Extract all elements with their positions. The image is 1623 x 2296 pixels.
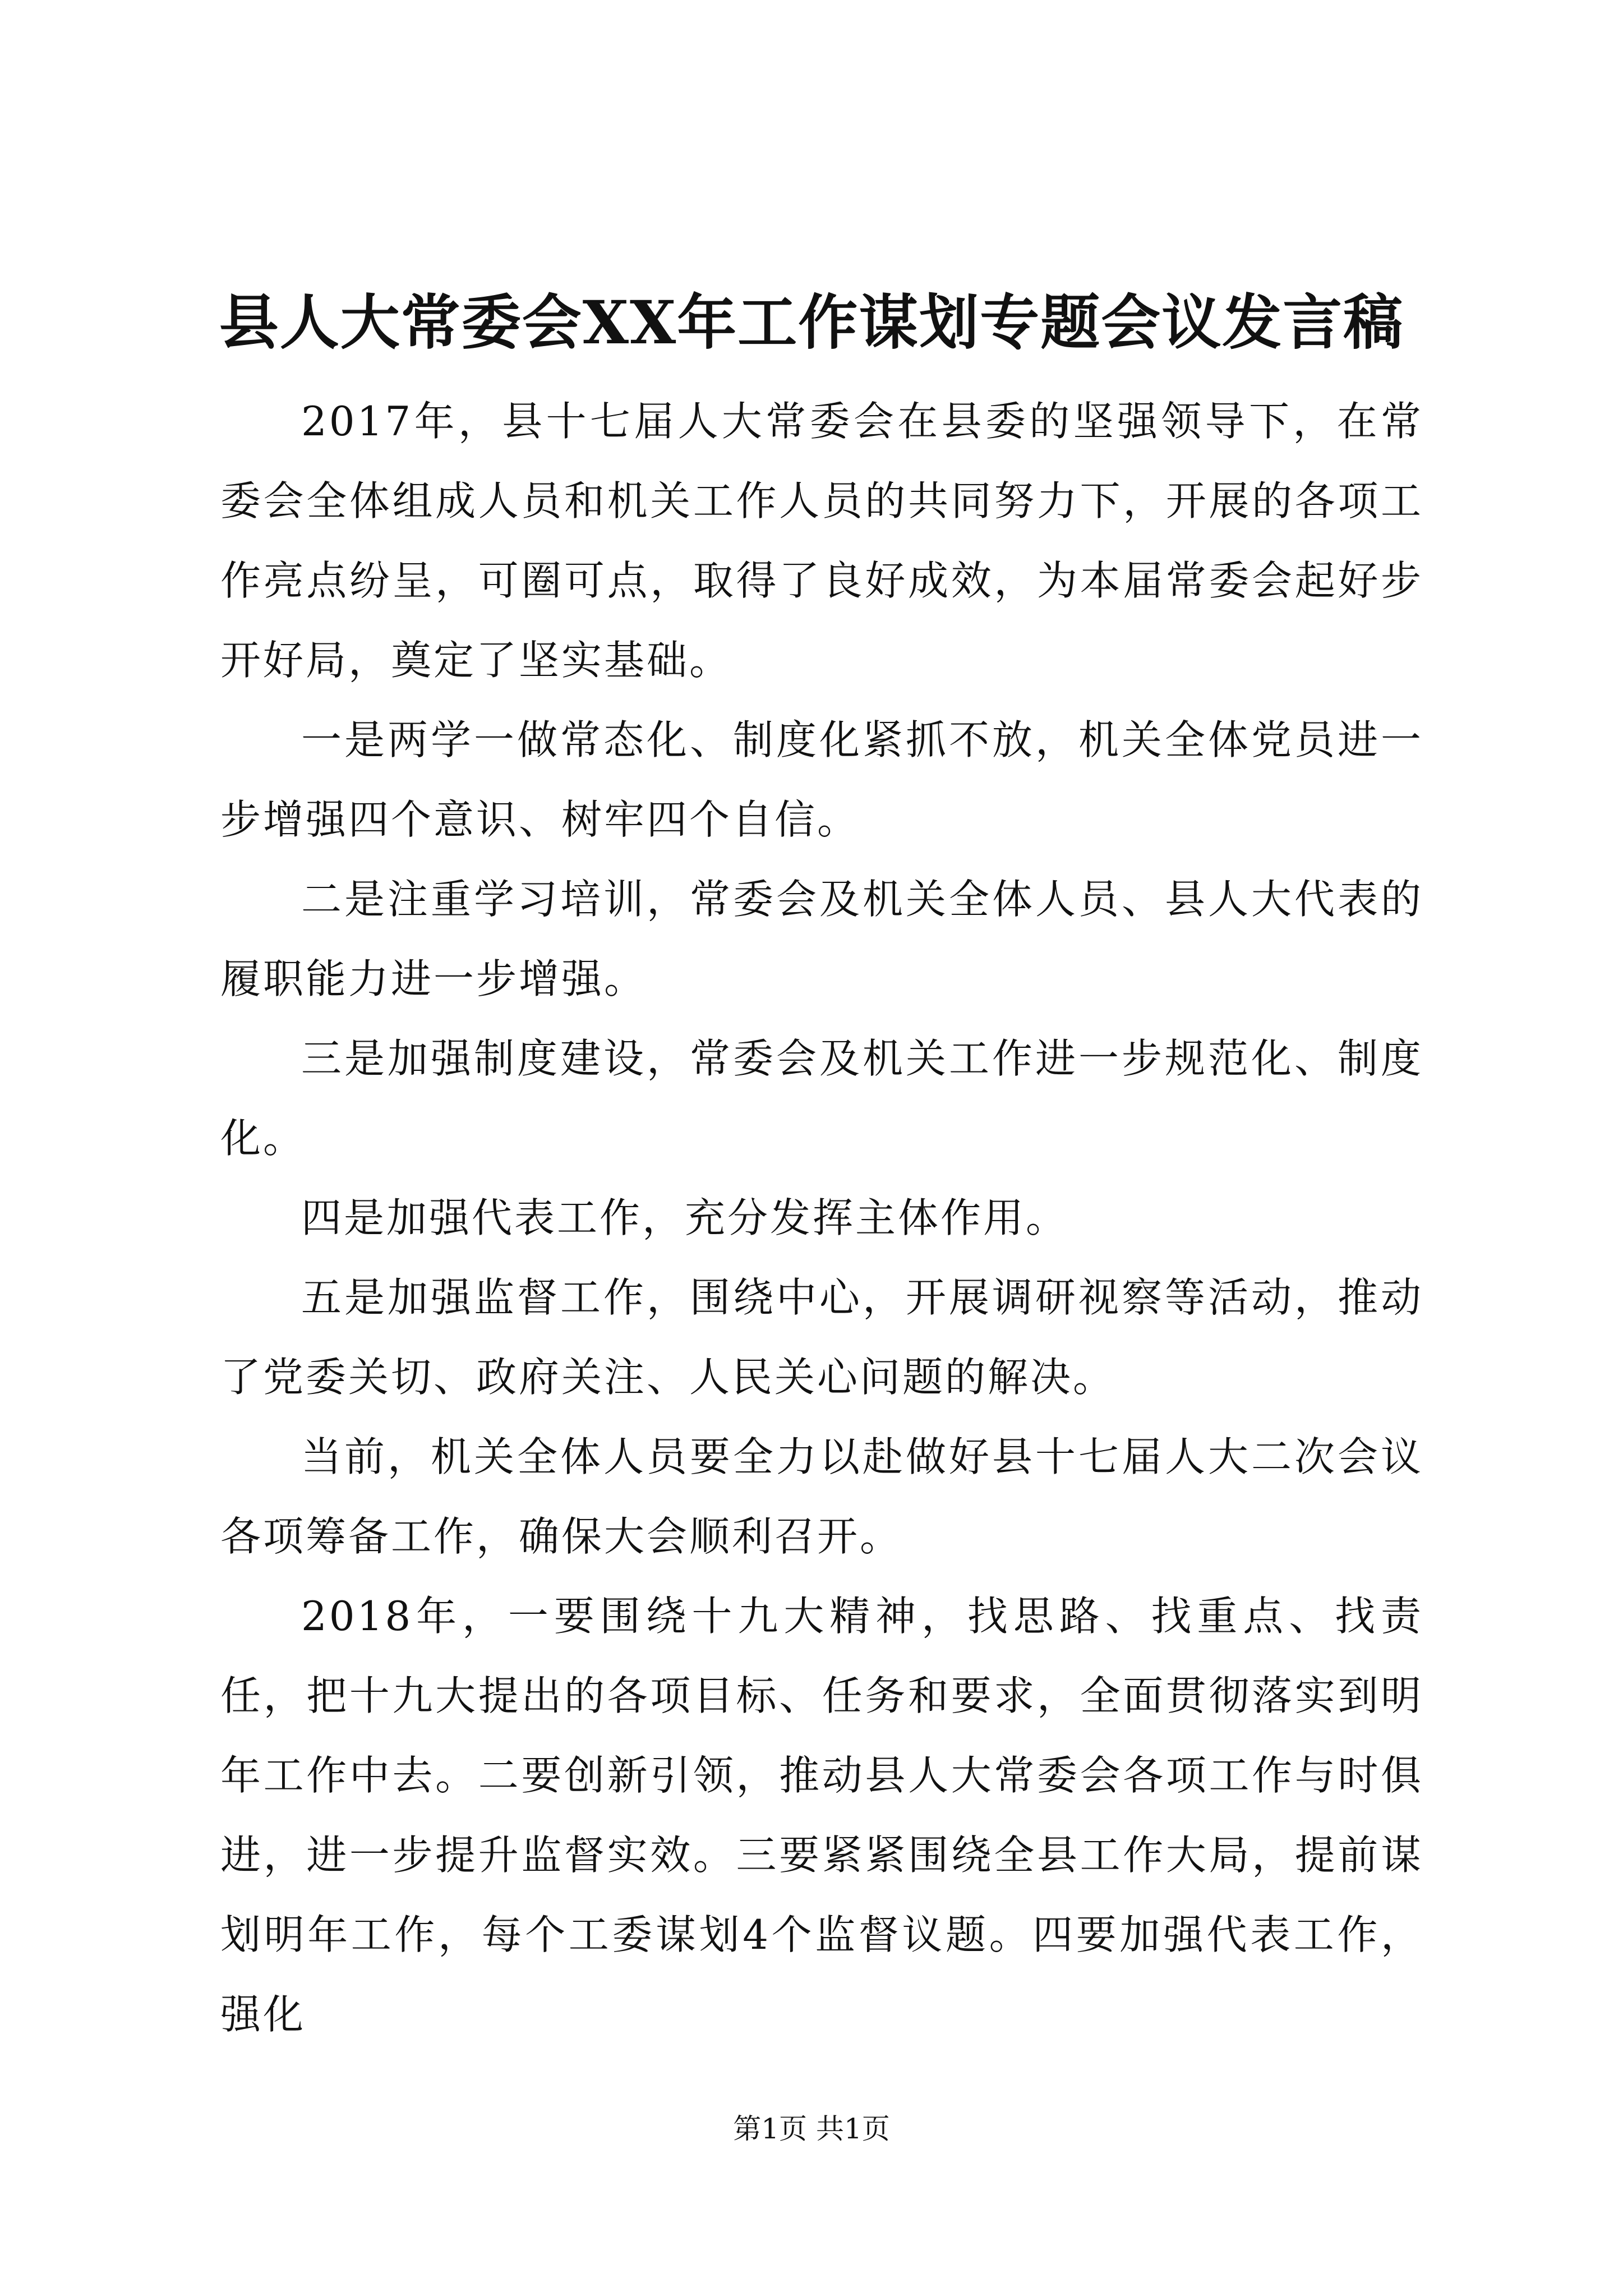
- paragraph-point-3: 三是加强制度建设，常委会及机关工作进一步规范化、制度化。: [220, 1035, 1423, 1162]
- paragraph-current-task: 当前，机关全体人员要全力以赴做好县十七届人大二次会议各项筹备工作，确保大会顺利召开。: [220, 1433, 1423, 1560]
- paragraph-2018-plan: 2018年，一要围绕十九大精神，找思路、找重点、找责任，把十九大提出的各项目标、任务和要求，全面贯彻落实到明年工作中去。二要创新引领，推动县人大常委会各项工作与时俱进，进一步提升监督实效。三要紧紧围绕全县工作大局，提前谋划明年工作，每个工委谋划4个监督议题。四要加强代表工作，强化: [220, 1593, 1423, 2038]
- document-title: 县人大常委会XX年工作谋划专题会议发言稿: [219, 287, 1404, 357]
- paragraph-intro: 2017年，县十七届人大常委会在县委的坚强领导下，在常委会全体组成人员和机关工作人员的共同努力下，开展的各项工作亮点纷呈，可圈可点，取得了良好成效，为本届常委会起好步开好局，奠定了坚实基础。: [220, 398, 1423, 684]
- page-number-footer: 第1页 共1页: [733, 2113, 890, 2145]
- document-body: [220, 381, 1423, 2054]
- paragraph-point-2: 二是注重学习培训，常委会及机关全体人员、县人大代表的履职能力进一步增强。: [220, 876, 1423, 1002]
- paragraph-point-1: 一是两学一做常态化、制度化紧抓不放，机关全体党员进一步增强四个意识、树牢四个自信。: [220, 716, 1423, 843]
- paragraph-point-4: 四是加强代表工作，充分发挥主体作用。: [301, 1194, 1069, 1241]
- paragraph-point-5: 五是加强监督工作，围绕中心，开展调研视察等活动，推动了党委关切、政府关注、人民关心问题的解决。: [220, 1274, 1423, 1401]
